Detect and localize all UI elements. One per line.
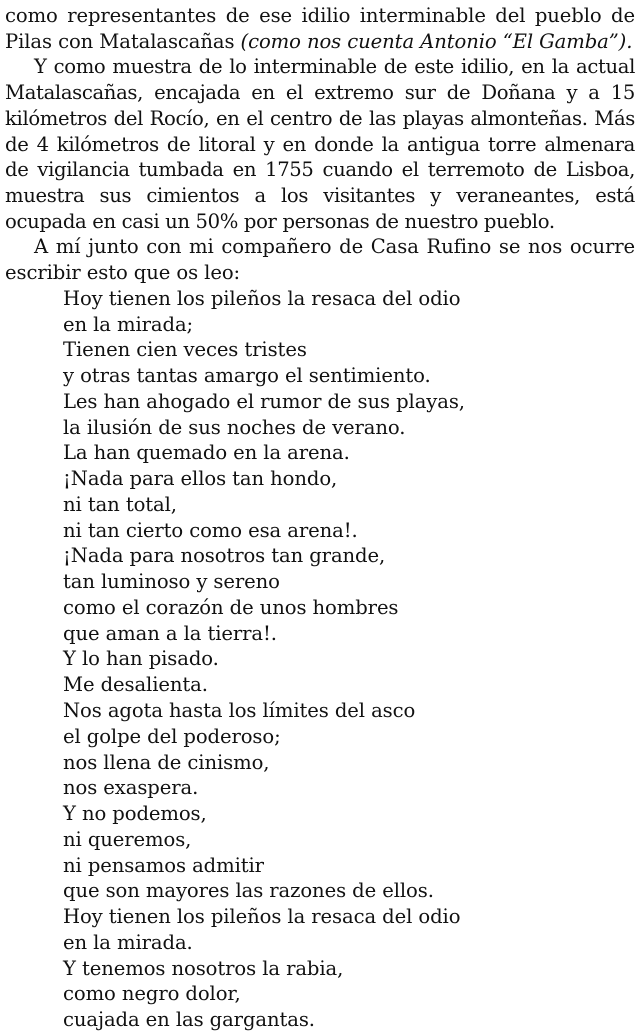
- paragraph-intro-text: como representantes de ese idilio interminable del pueblo de Pilas con Matalascañas: [5, 4, 635, 53]
- poem-line: Hoy tienen los pileños la resaca del odio: [63, 905, 461, 929]
- poem-line: nos exaspera.: [63, 776, 199, 800]
- poem-line: ¡Nada para ellos tan hondo,: [63, 467, 338, 491]
- poem: [5, 286, 635, 1033]
- poem-line: y otras tantas amargo el sentimiento.: [63, 364, 431, 388]
- poem-line: como negro dolor,: [63, 982, 241, 1006]
- poem-line: Me desalienta.: [63, 673, 208, 697]
- poem-line: Y tenemos nosotros la rabia,: [63, 956, 344, 980]
- poem-line: La han quemado en la arena.: [63, 441, 350, 465]
- poem-line: tan luminoso y sereno: [63, 570, 280, 594]
- poem-line: en la mirada.: [63, 930, 193, 954]
- poem-line: el golpe del poderoso;: [63, 724, 281, 748]
- poem-line: Les han ahogado el rumor de sus playas,: [63, 389, 465, 413]
- poem-line: ni tan cierto como esa arena!.: [63, 518, 358, 542]
- paragraph-intro: [5, 3, 635, 54]
- poem-line: Y lo han pisado.: [63, 647, 219, 671]
- poem-line: nos llena de cinismo,: [63, 750, 270, 774]
- paragraph-intro-italic: (como nos cuenta Antonio “El Gamba”).: [240, 29, 633, 53]
- document-page: [5, 3, 635, 1033]
- poem-line: Tienen cien veces tristes: [63, 338, 307, 362]
- poem-line: ni queremos,: [63, 827, 192, 851]
- poem-line: Hoy tienen los pileños la resaca del odio: [63, 286, 461, 310]
- poem-line: ni tan total,: [63, 492, 177, 516]
- poem-line: ni pensamos admitir: [63, 853, 264, 877]
- poem-line: como el corazón de unos hombres: [63, 595, 399, 619]
- poem-line: Y no podemos,: [63, 802, 207, 826]
- poem-line: cuajada en las gargantas.: [63, 1008, 315, 1032]
- poem-line: Nos agota hasta los límites del asco: [63, 698, 416, 722]
- poem-line: en la mirada;: [63, 312, 194, 336]
- paragraph-matalascanas: Y como muestra de lo interminable de este idilio, en la actual Matalascañas, encajada en el extremo sur de Doñana y a 15 kilómetros del Rocío, en el centro de las playas almonteñas. Más de 4 kilómetros de litoral y en donde la antigua torre almenara de vigilancia tumbada en 1755 cuando el terremoto de Lisboa, muestra sus cimientos a los visitantes y veraneantes, está ocupada en casi un 50% por personas de nuestro pueblo.: [5, 55, 635, 233]
- poem-line: ¡Nada para nosotros tan grande,: [63, 544, 386, 568]
- paragraph-casa-rufino: A mí junto con mi compañero de Casa Rufino se nos ocurre escribir esto que os leo:: [5, 235, 635, 285]
- poem-line: que aman a la tierra!.: [63, 621, 277, 645]
- poem-line: que son mayores las razones de ellos.: [63, 879, 434, 903]
- poem-line: la ilusión de sus noches de verano.: [63, 415, 406, 439]
